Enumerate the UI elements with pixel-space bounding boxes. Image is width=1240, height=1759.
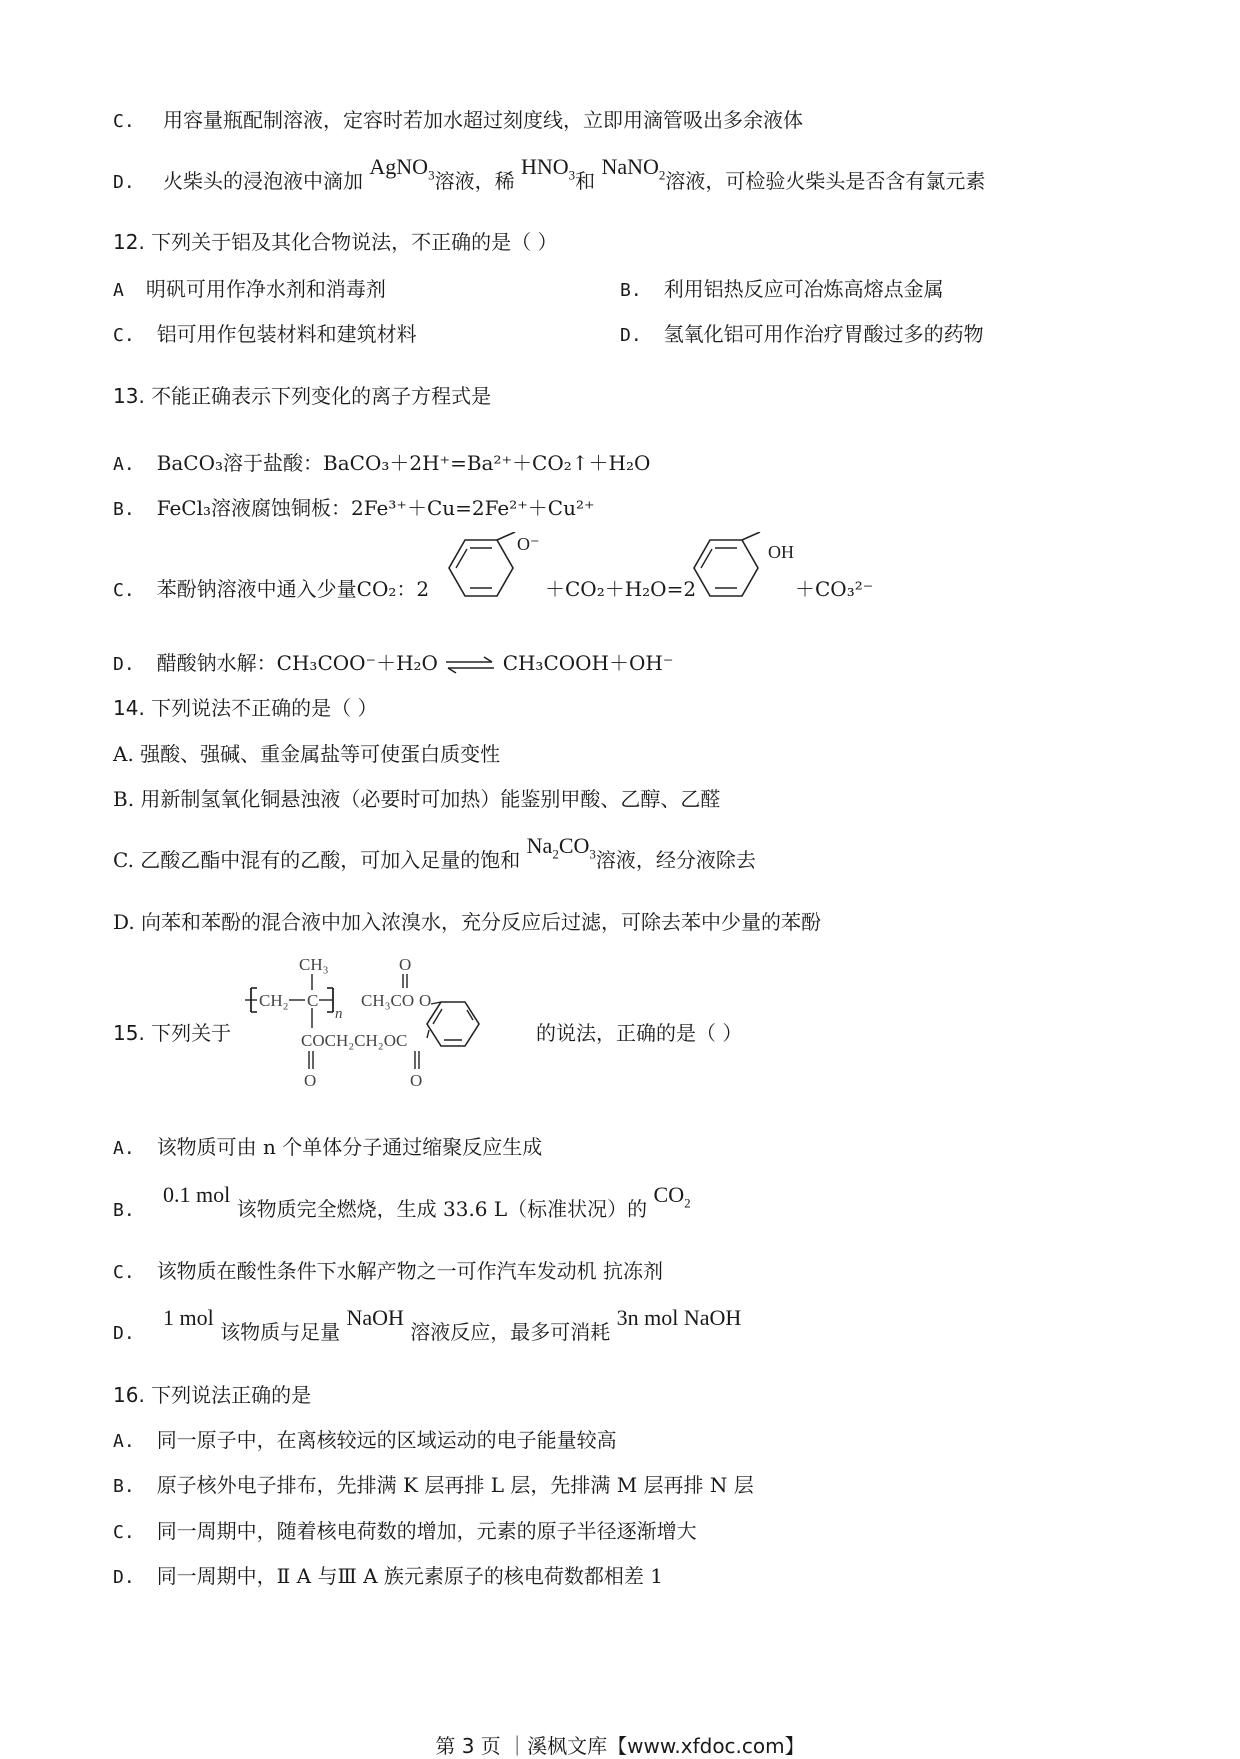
- q13-stem: 13. 不能正确表示下列变化的离子方程式是: [113, 384, 492, 408]
- q13-option-b: B. FeCl₃溶液腐蚀铜板：2Fe³⁺＋Cu=2Fe²⁺＋Cu²⁺: [113, 496, 595, 520]
- q11-option-d: D. 火柴头的浸泡液中滴加 AgNO$_3$溶液，稀 $HNO_3$和 NaNO$_2$溶液，可检验火柴头是否含有氯元素: [113, 154, 986, 193]
- q12-row-cd: [113, 321, 1113, 349]
- q12-option-d: D. 氢氧化铝可用作治疗胃酸过多的药物: [620, 322, 984, 346]
- q13-option-c-label: C. 苯酚钠溶液中通入少量CO₂：2: [113, 577, 430, 601]
- q13-option-c-post: ＋CO₃²⁻: [795, 577, 874, 601]
- svg-text:C: C: [307, 991, 319, 1010]
- q15-option-c: C. 该物质在酸性条件下水解产物之一可作汽车发动机 抗冻剂: [113, 1259, 664, 1283]
- q12-option-c: C. 铝可用作包装材料和建筑材料: [113, 322, 417, 346]
- q12-option-a: A 明矾可用作净水剂和消毒剂: [113, 277, 386, 301]
- q16-option-d: D. 同一周期中，Ⅱ A 与Ⅲ A 族元素原子的核电荷数都相差 1: [113, 1564, 663, 1588]
- q15-stem-pre: 15. 下列关于: [113, 1021, 232, 1045]
- q15-option-a: A. 该物质可由 n 个单体分子通过缩聚反应生成: [113, 1135, 543, 1159]
- svg-text:O: O: [399, 955, 412, 974]
- page-footer: 第 3 页 ｜溪枫文库【www.xfdoc.com】: [435, 1734, 805, 1758]
- q12-row-ab: [113, 276, 1113, 304]
- q16-option-a: A. 同一原子中，在离核较远的区域运动的电子能量较高: [113, 1428, 617, 1452]
- q16-option-c: C. 同一周期中，随着核电荷数的增加，元素的原子半径逐渐增大: [113, 1519, 697, 1543]
- phenol-structure: [680, 532, 810, 612]
- svg-text:n: n: [335, 1006, 343, 1022]
- q16-option-b: B. 原子核外电子排布，先排满 K 层再排 L 层，先排满 M 层再排 N 层: [113, 1473, 754, 1497]
- q14-option-c: C. 乙酸乙酯中混有的乙酸，可加入足量的饱和 $Na_2CO_3$溶液，经分液除去: [113, 833, 756, 872]
- formula-1-mol: 1 mol: [163, 1305, 214, 1330]
- svg-text:CH₃: CH₃: [299, 955, 329, 974]
- polymer-structure: [243, 950, 543, 1100]
- formula-nano2: NaNO$_2$: [601, 154, 666, 183]
- svg-text:CH₂: CH₂: [259, 991, 289, 1010]
- phenol-label: OH: [768, 542, 794, 562]
- svg-text:O: O: [419, 991, 432, 1010]
- phenoxide-label: O⁻: [517, 534, 540, 554]
- q13-option-a: A. BaCO₃溶于盐酸：BaCO₃＋2H⁺=Ba²⁺＋CO₂↑＋H₂O: [113, 451, 651, 475]
- q14-stem: 14. 下列说法不正确的是（ ）: [113, 696, 378, 720]
- svg-text:CH₃CO: CH₃CO: [361, 991, 415, 1010]
- q15-stem-post: 的说法，正确的是（ ）: [536, 1021, 743, 1045]
- formula-agno3: AgNO$_3$: [369, 154, 435, 183]
- q11-option-c-text: 用容量瓶配制溶液，定容时若加水超过刻度线，立即用滴管吸出多余液体: [163, 108, 804, 132]
- q15-option-b: B. 0.1 mol 该物质完全燃烧，生成 33.6 L（标准状况）的 $CO_2$: [113, 1182, 691, 1221]
- q12-option-b: B. 利用铝热反应可冶炼高熔点金属: [620, 277, 944, 301]
- q13-option-c-mid: ＋CO₂＋H₂O=2: [545, 577, 697, 601]
- q11-option-c: C. 用容量瓶配制溶液，定容时若加水超过刻度线，立即用滴管吸出多余液体: [113, 108, 804, 132]
- phenoxide-structure: [435, 532, 555, 612]
- q13-option-d: D. 醋酸钠水解：CH₃COO⁻＋H₂O CH₃COOH＋OH⁻: [113, 651, 674, 675]
- formula-na2co3: $Na_2CO_3$: [526, 833, 596, 862]
- q16-stem: 16. 下列说法正确的是: [113, 1383, 312, 1407]
- formula-hno3: $HNO_3$: [520, 154, 576, 183]
- q15-option-d: D. 1 mol 该物质与足量 NaOH 溶液反应，最多可消耗 3n mol NaOH: [113, 1305, 742, 1344]
- q14-option-d: D. 向苯和苯酚的混合液中加入浓溴水，充分反应后过滤，可除去苯中少量的苯酚: [113, 910, 822, 934]
- svg-text:COCH₂CH₂OC: COCH₂CH₂OC: [301, 1031, 408, 1050]
- q12-stem: 12. 下列关于铝及其化合物说法，不正确的是（ ）: [113, 230, 558, 254]
- formula-3n-mol-naoh: 3n mol NaOH: [616, 1305, 742, 1330]
- svg-text:O: O: [304, 1071, 317, 1090]
- svg-text:O: O: [410, 1071, 423, 1090]
- equilibrium-arrow-icon: [444, 656, 496, 674]
- formula-naoh: NaOH: [346, 1305, 404, 1330]
- formula-co2: $CO_2$: [653, 1182, 691, 1211]
- q14-option-a: A. 强酸、强碱、重金属盐等可使蛋白质变性: [113, 742, 501, 766]
- q14-option-b: B. 用新制氢氧化铜悬浊液（必要时可加热）能鉴别甲酸、乙醇、乙醛: [113, 787, 721, 811]
- formula-0-1-mol: 0.1 mol: [163, 1182, 231, 1207]
